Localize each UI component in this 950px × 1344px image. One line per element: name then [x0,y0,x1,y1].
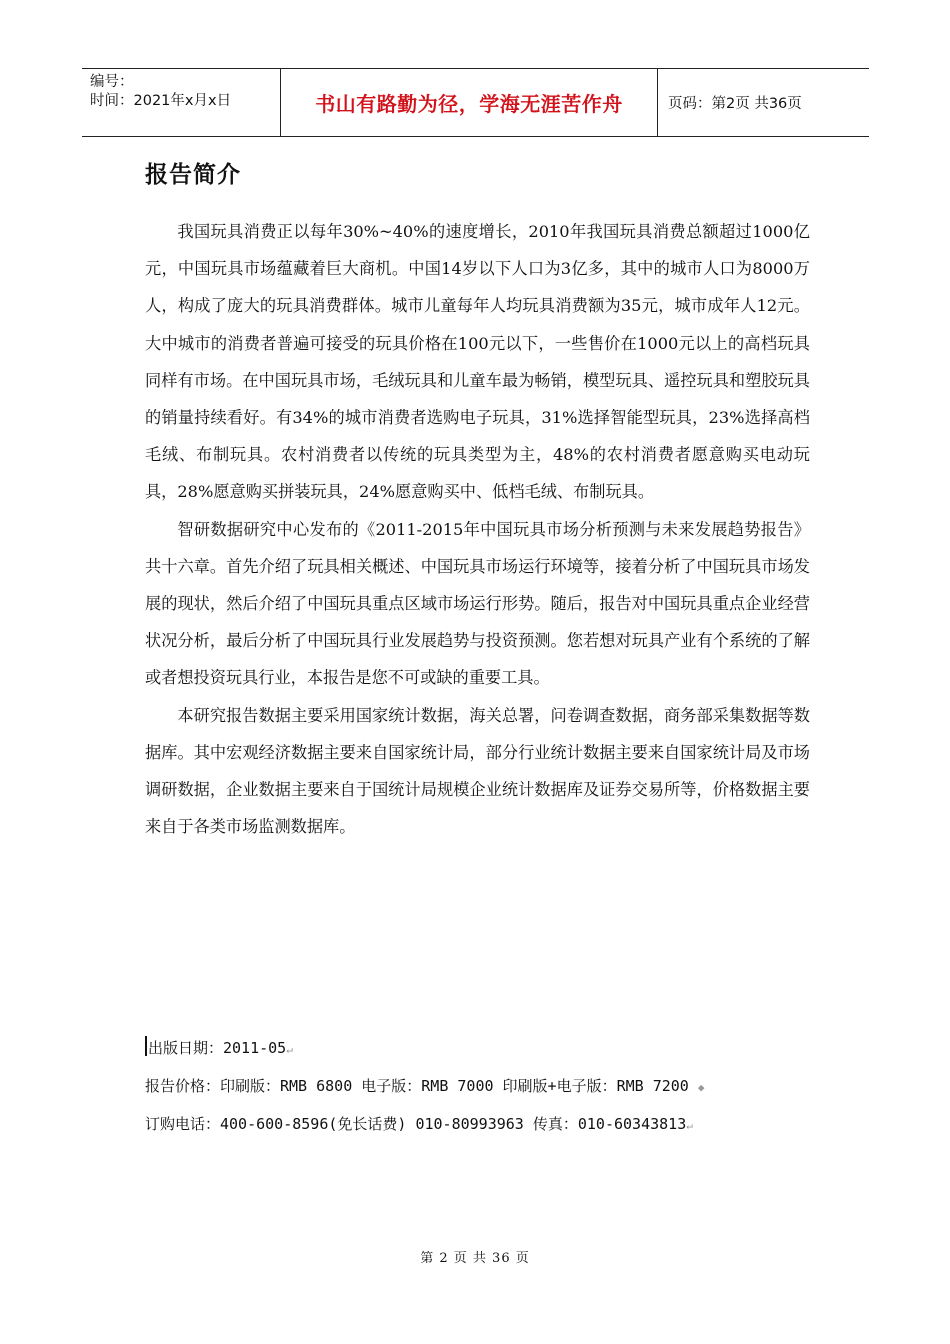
date-label: 时间：2021年x月x日 [90,93,232,109]
page-footer: 第 2 页 共 36 页 [420,1251,530,1266]
report-body [145,213,810,845]
paragraph-sources: 本研究报告数据主要采用国家统计数据，海关总署，问卷调查数据，商务部采集数据等数据库。其中宏观经济数据主要来自国家统计局，部分行业统计数据主要来自国家统计局及市场调研数据，企业数据主要来自于国统计局规模企业统计数据库及证券交易所等，价格数据主要来自于各类市场监测数据库。 [145,705,810,837]
header-table [82,68,869,137]
return-mark-icon: ↵ [686,1119,693,1132]
paragraph-report: 智研数据研究中心发布的《2011-2015年中国玩具市场分析预测与未来发展趋势报告》共十六章。首先介绍了玩具相关概述、中国玩具市场运行环境等，接着分析了中国玩具市场发展的现状，然后介绍了中国玩具重点区域市场运行形势。随后，报告对中国玩具重点企业经营状况分析，最后分析了中国玩具行业发展趋势与投资预测。您若想对玩具产业有个系统的了解或者想投资玩具行业，本报告是您不可或缺的重要工具。 [145,519,810,688]
page-info: 页码：第2页 共36页 [668,96,802,112]
page-title: 报告简介 [145,162,241,188]
paragraph-intro: 我国玩具消费正以每年30%~40%的速度增长，2010年我国玩具消费总额超过1000亿元，中国玩具市场蕴藏着巨大商机。中国14岁以下人口为3亿多，其中的城市人口为8000万人，构成了庞大的玩具消费群体。城市儿童每年人均玩具消费额为35元，城市成年人12元。大中城市的消费者普遍可接受的玩具价格在100元以下，一些售价在1000元以上的高档玩具同样有市场。在中国玩具市场，毛绒玩具和儿童车最为畅销，模型玩具、遥控玩具和塑胶玩具的销量持续看好。有34%的城市消费者选购电子玩具，31%选择智能型玩具，23%选择高档毛绒、布制玩具。农村消费者以传统的玩具类型为主，48%的农村消费者愿意购买电动玩具，28%愿意购买拼装玩具，24%愿意购买中、低档毛绒、布制玩具。 [145,222,810,502]
publication-info [145,1030,705,1144]
pub-date: 出版日期：2011-05 [148,1039,287,1057]
pub-date-line [145,1030,705,1068]
motto: 书山有路勤为径，学海无涯苦作舟 [281,69,658,136]
phone: 订购电话：400-600-8596(免长话费) 010-80993963 传真：010-60343813 [145,1115,687,1133]
return-mark-icon: ↵ [286,1043,293,1056]
price: 报告价格：印刷版：RMB 6800 电子版：RMB 7000 印刷版+电子版：RMB 7200 [145,1077,689,1095]
price-line [145,1068,705,1106]
text-cursor [145,1036,147,1056]
header-left-cell [82,69,281,136]
return-mark-icon: ◆ [697,1081,705,1094]
number-label: 编号： [90,74,134,90]
phone-line [145,1106,705,1144]
